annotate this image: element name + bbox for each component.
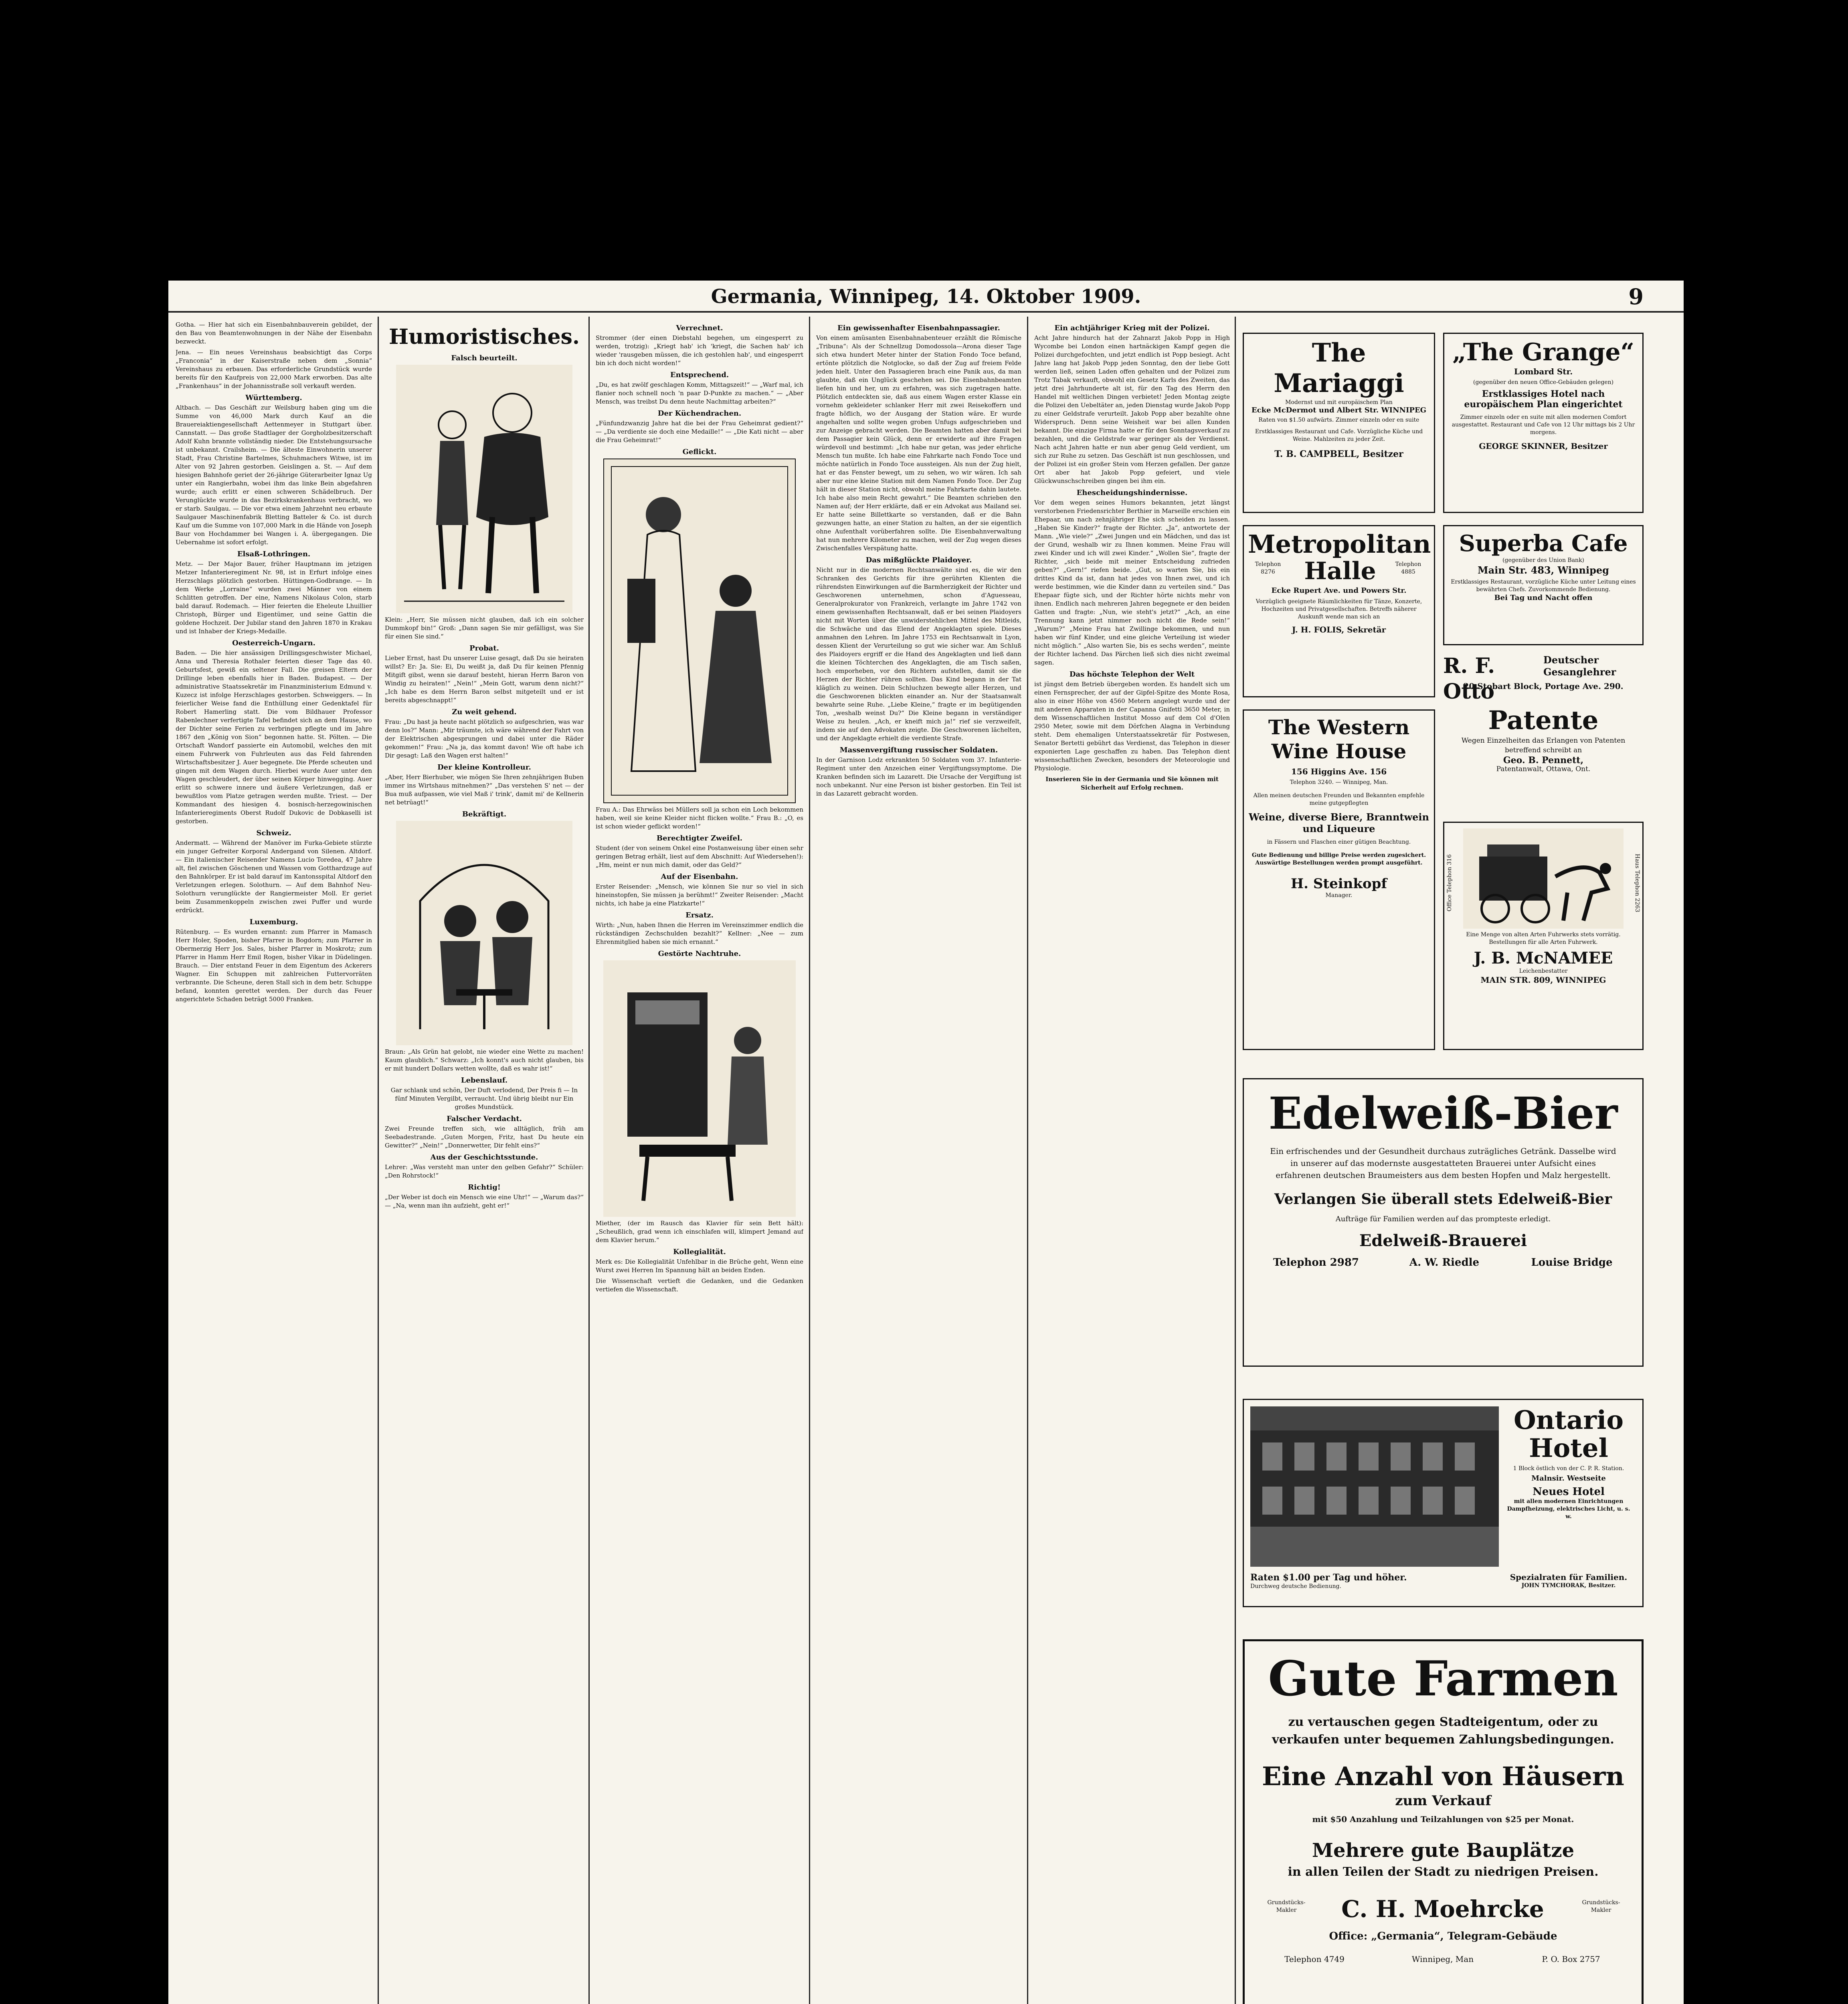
page-number: 9 xyxy=(1628,284,1644,309)
ad-manager-title: Manager. xyxy=(1325,892,1353,899)
item-heading: Ein achtjähriger Krieg mit der Polizei. xyxy=(1054,324,1210,332)
item-heading: Lebenslauf. xyxy=(461,1076,508,1085)
item-text: Merk es: Die Kollegialität Unfehlbar in die Brüche geht, Wenn eine Wurst zwei Herren Im Spannung hält an beiden Enden. xyxy=(596,1258,803,1274)
ad-address: MAIN STR. 809, WINNIPEG xyxy=(1480,975,1606,985)
ad-line: Erstklassiges Restaurant und Cafe. Vorzügliche Küche und Weine. Mahlzeiten zu jeder Zeit. xyxy=(1255,428,1423,442)
ad-ontario-text xyxy=(1504,1406,1633,1521)
ad-superba-cafe xyxy=(1443,525,1644,645)
item-text: ist jüngst dem Betrieb übergeben worden. Es handelt sich um einen Fernsprecher, der auf der Gipfel-Spitze des Monte Rosa, also in einer Höhe von 4560 Metern angelegt wurde und der mit anderen Apparaten in der Capanna Gnifetti 3650 Meter, in dem Wissenschaftlichen Institut Mosso auf dem Col d'Olen 2950 Meter, sowie mit dem Dörfchen Alagna in Verbindung steht. Dem ehemaligen Unterstaatssekretär für Postwesen, Senator Bertetti gebührt das Verdienst, das Telephon in dieser exponierten Lage geschaffen zu haben. Das Telephon dient wissenschaftlichen Zwecken, besonders der Meteorologie und Physiologie. xyxy=(1034,681,1230,772)
ad-ontario-rates xyxy=(1250,1572,1499,1590)
item-text: Erster Reisender: „Mensch, wie können Sie nur so viel in sich hineinstopfen, Sie müssen ja berühmt!“ Zweiter Reisender: „Macht nichts, ich habe ja eine Platzkarte!“ xyxy=(596,883,803,907)
item-heading: Verrechnet. xyxy=(676,324,723,332)
item-text: Lehrer: „Was versteht man unter den gelben Gefahr?“ Schüler: „Den Rohrstock!“ xyxy=(385,1164,584,1179)
ad-edelweiss-bier xyxy=(1243,1078,1644,1367)
ad-phone: Telephon 4749 xyxy=(1284,1954,1345,1964)
ad-box: P. O. Box 2757 xyxy=(1542,1954,1600,1964)
ad-address: 156 Higgins Ave. 156 xyxy=(1291,767,1387,776)
ad-metropolitan-halle xyxy=(1243,525,1435,697)
ad-line: in allen Teilen der Stadt zu niedrigen Preisen. xyxy=(1288,1865,1599,1879)
item-heading: Richtig! xyxy=(468,1183,501,1192)
item-text: Klein: „Herr, Sie müssen nicht glauben, daß ich ein solcher Dummkopf bin!“ Groß: „Dann sagen Sie mir gefälligst, was Sie für einen Sie sind.“ xyxy=(385,616,584,640)
ad-title: Superba Cafe xyxy=(1459,530,1628,557)
masthead xyxy=(168,281,1684,313)
ad-owner: A. W. Riedle xyxy=(1409,1257,1480,1269)
ad-title: Ontario xyxy=(1513,1405,1624,1435)
item-text: Gar schlank und schön, Der Duft verlodend, Der Preis fi — In fünf Minuten Vergilbt, verraucht. Und übrig bleibt nur Ein großes Mundstück. xyxy=(390,1087,578,1111)
item-heading: Ein gewissenhafter Eisenbahnpassagier. xyxy=(837,324,1000,332)
ad-phone: Telephon 2987 xyxy=(1273,1257,1359,1269)
ad-hours: Bei Tag und Nacht offen xyxy=(1494,594,1593,602)
ad-office: Office: „Germania“, Telegram-Gebäude xyxy=(1329,1930,1557,1942)
ad-line: Wegen Einzelheiten das Erlangen von Patenten betreffend schreibt an xyxy=(1461,737,1626,754)
masthead-rule xyxy=(168,311,1684,313)
ad-grange xyxy=(1443,333,1644,513)
column-humor xyxy=(385,321,584,2004)
ad-line: Aufträge für Familien werden auf das prompteste erledigt. xyxy=(1335,1215,1551,1223)
ad-line: Patentanwalt, Ottawa, Ont. xyxy=(1496,765,1591,773)
item-heading: Das mißglückte Plaidoyer. xyxy=(865,556,972,564)
ad-line: Erstklassiges Restaurant, vorzügliche Küche unter Leitung eines bewährten Chefs. Zuvorkommende Bedienung. xyxy=(1451,579,1636,593)
item-heading: Das höchste Telephon der Welt xyxy=(1069,670,1195,679)
item-text: Inserieren Sie in der Germania und Sie können mit Sicherheit auf Erfolg rechnen. xyxy=(1045,776,1219,791)
ad-mariaggi xyxy=(1243,333,1435,513)
section-text: Andermatt. — Während der Manöver im Furka-Gebiete stürzte ein junger Gefreiter Korporal Andergand von Silenen. Altdorf. — Ein italienischer Reisender Namens Lucio Toredea, 47 Jahre alt, fiel zwischen Göschenen und Wassen vom Gotthardzuge auf den Bahnkörper. Er ist bald darauf im Kantonsspital Altdorf den Verletzungen erlegen. Solothurn. — Auf dem Bahnhof Neu-Solothurn verunglückte der Rangiermeister Moll. Er geriet beim Zusammenkoppeln zwischen zwei Puffer und wurde erdrückt. xyxy=(176,839,372,914)
ad-line: Ein erfrischendes und der Gesundheit durchaus zuträgliches Getränk. Dasselbe wird in unserer auf das modernste ausgestatteten Brauerei unter Aufsicht eines erfahrenen deutschen Braumeisters aus dem besten Hopfen und Malz hergestellt. xyxy=(1270,1146,1616,1180)
ad-street: Lombard Str. xyxy=(1514,367,1573,376)
ad-name: C. H. Moehrcke xyxy=(1341,1895,1544,1923)
item-text: Frau A.: Das Ehrwäss bei Müllers soll ja schon ein Loch bekommen haben, weil sie keine Kleider nicht flicken wollte.“ Frau B.: „O, es ist schon wieder geflickt worden!“ xyxy=(596,806,803,830)
ad-address: Main Str. 483, Winnipeg xyxy=(1478,564,1609,576)
ad-role: Leichenbestatter xyxy=(1519,968,1568,974)
ad-title: Hotel xyxy=(1529,1433,1608,1463)
masthead-title: Germania, Winnipeg, 14. Oktober 1909. xyxy=(711,285,1141,308)
column-jokes xyxy=(596,321,803,2004)
ad-line: Dampfheizung, elektrisches Licht, u. s. w. xyxy=(1507,1506,1630,1520)
ad-address: Malnsir. Westseite xyxy=(1531,1474,1606,1483)
ad-line: Allen meinen deutschen Freunden und Bekannten empfehle meine gutgepflegten xyxy=(1253,792,1425,806)
item-heading: Bekräftigt. xyxy=(462,810,507,818)
ad-location: Louise Bridge xyxy=(1531,1257,1613,1269)
ad-title: Edelweiß-Bier xyxy=(1268,1087,1618,1139)
ad-phone: Telephon 8276 xyxy=(1255,561,1281,575)
ad-ontario-hotel xyxy=(1243,1399,1644,1607)
item-heading: Falsch beurteilt. xyxy=(451,354,518,362)
ad-line: Zimmer einzeln oder en suite mit allen modernen Comfort ausgestattet. Restaurant und Cafe von 12 Uhr mittags bis 2 Uhr morgens. xyxy=(1452,414,1635,436)
ad-address: Ecke Rupert Ave. und Powers Str. xyxy=(1271,586,1407,595)
item-text: „Fünfundzwanzig Jahre hat die bei der Frau Geheimrat gedient?“ — „Da verdiente sie doch eine Medaille!“ — „Die Kati nicht — aber die Frau Geheimrat!“ xyxy=(596,420,803,444)
ad-line: mit allen modernen Einrichtungen xyxy=(1514,1498,1624,1505)
ad-patente xyxy=(1443,705,1644,814)
ad-tag: Grundstücks-Makler xyxy=(1582,1899,1620,1913)
newspaper-page xyxy=(168,281,1684,2004)
column-divider xyxy=(1235,317,1236,2004)
ad-side-text: Office Telephon 316 xyxy=(1446,854,1453,912)
ad-city: Winnipeg, Man xyxy=(1411,1954,1474,1964)
ad-title: Mehrere gute Bauplätze xyxy=(1312,1839,1575,1862)
ad-name: R. F. Otto xyxy=(1443,654,1495,704)
item-heading: Ehescheidungshindernisse. xyxy=(1076,489,1188,497)
item-text: In der Garnison Lodz erkrankten 50 Soldaten vom 37. Infanterie-Regiment unter den Anzeichen einer Vergiftungssymptome. Die Kranken befinden sich im Lazarett. Die Ursache der Vergiftung ist noch unbekannt. Nur eine Person ist bisher gestorben. Ein Teil ist in das Lazarett gebracht worden. xyxy=(816,756,1021,797)
ad-owner: T. B. CAMPBELL, Besitzer xyxy=(1274,449,1403,459)
item-heading: Probat. xyxy=(469,644,499,653)
ad-line: Vorzüglich geeignete Räumlichkeiten für Tänze, Konzerte, Hochzeiten und Privatgesellschaften. Betreffs näherer Auskunft wende man sich an xyxy=(1256,598,1422,620)
ad-service: Durchweg deutsche Bedienung. xyxy=(1250,1583,1341,1590)
ad-title: Wine House xyxy=(1271,739,1407,763)
ad-western-wine-house xyxy=(1243,709,1435,1050)
item-heading: Aus der Geschichtsstunde. xyxy=(430,1153,538,1162)
item-text: Miether, (der im Rausch das Klavier für sein Bett hält): „Scheußlich, grad wenn ich einschlafen will, klimpert Jemand auf dem Klavier herum.“ xyxy=(596,1220,803,1244)
item-heading: Kollegialität. xyxy=(673,1248,726,1256)
ad-line: Raten von $1.50 aufwärts. Zimmer einzeln oder en suite xyxy=(1258,417,1419,423)
column-stories-2 xyxy=(1034,321,1230,2004)
ad-line: Modernst und mit europäischem Plan xyxy=(1285,399,1393,406)
item-text: Wirth: „Nun, haben Ihnen die Herren im Vereinszimmer endlich die rückständigen Zechschulden bezahlt?“ Kellner: „Nee — zum Ehrenmitglied haben sie mich ernannt.“ xyxy=(596,921,803,945)
ad-title: Halle xyxy=(1304,557,1376,585)
ad-line: Eine Menge von alten Arten Fuhrwerks stets vorrätig. Bestellungen für alle Arten Fuhrwerk. xyxy=(1466,931,1621,945)
item-text: Strommer (der einen Diebstahl begehen, um eingesperrt zu werden, trotzig): „Kriegt hab' ich 'kriegt, die Sachen hab' ich wieder 'rausgeben müssen, die ich gestohlen hab', und eingesperrt bin ich doch nicht worden!“ xyxy=(596,334,803,367)
ad-address: 20 Stobart Block, Portage Ave. 290. xyxy=(1463,681,1624,691)
ad-line: mit $50 Anzahlung und Teilzahlungen von $25 per Monat. xyxy=(1312,1814,1574,1824)
section-text: Altbach. — Das Geschäft zur Weilsburg haben ging um die Summe von 46,000 Mark durch Kauf an die Brauereiaktiengesellschaft Aettenmeyer in Stuttgart über. Cannstatt. — Das große Stadtlager der Gorgholzbesitzerschaft Adolf Kuhn brannte vollständig nieder. Die Entstehungsursache ist unbekannt. Crailsheim. — Die älteste Einwohnerin unserer Stadt, Frau Christine Bartelmes, Schuhmachers Witwe, ist im Alter von 92 Jahren gestorben. Geislingen a. St. — Auf dem hiesigen Bahnhofe geriet der 26-jährige Güterarbeiter Ignaz Ug unter ein Rangierbahn, wobei ihm das linke Bein abgefahren wurde; auch erlitt er einen schweren Schädelbruch. Der Verunglückte wurde in das Bezirkskrankenhaus verbracht, wo er starb. Saulgau. — Die vor etwa einem Jahrzehnt neu erbaute Saulgauer Maschinenfabrik Bletting Batteler & Co. ist durch Kauf um die Summe von 107,000 Mark in die Hände von Joseph Baur von Hochdammer bei Wangen i. A. übergegangen. Die Uebernahme ist sofort erfolgt. xyxy=(176,404,372,546)
ad-brewery: Edelweiß-Brauerei xyxy=(1359,1231,1527,1250)
column-divider xyxy=(378,317,379,2004)
item-text: „Du, es hat zwölf geschlagen Komm, Mittagszeit!“ — „Warf mal, ich flanier noch schnell noch 'n paar D-Punkte zu machen.“ — „Aber Mensch, was treibst Du denn heute Nachmittag arbeiten?“ xyxy=(596,381,803,405)
section-heading: Oesterreich-Ungarn. xyxy=(232,639,315,647)
ad-phone: Telephon 4885 xyxy=(1395,561,1421,575)
item-text: Student (der von seinem Onkel eine Postanweisung über einen sehr geringen Betrag erhält, liest auf dem Abschnitt: Auf Wiedersehen!): „Hm, meint er nun mich damit, oder das Geld?“ xyxy=(596,844,803,869)
column-divider xyxy=(809,317,810,2004)
item-heading: Berechtigter Zweifel. xyxy=(656,834,743,842)
ad-name: J. B. McNAMEE xyxy=(1474,949,1613,968)
illustration-man-at-piano xyxy=(603,960,796,1217)
column-divider xyxy=(1027,317,1028,2004)
ad-title: The Western xyxy=(1268,715,1410,739)
ad-rates: Raten $1.00 per Tag und höher. xyxy=(1250,1572,1407,1583)
ad-gute-farmen xyxy=(1243,1639,1644,2004)
ad-line: Ecke McDermot und Albert Str. WINNIPEG xyxy=(1251,406,1427,414)
ad-title: Patente xyxy=(1488,705,1599,735)
ad-role: Gesanglehrer xyxy=(1543,666,1616,678)
ad-line: in Fässern und Flaschen einer gütigen Beachtung. xyxy=(1267,839,1411,845)
ad-title: The Mariaggi xyxy=(1274,338,1404,398)
ad-name: Geo. B. Pennett, xyxy=(1503,755,1584,766)
ad-title: Eine Anzahl von Häusern xyxy=(1262,1762,1624,1792)
ad-owner: GEORGE SKINNER, Besitzer xyxy=(1479,441,1608,451)
item-text: „Aber, Herr Bierhuber, wie mögen Sie Ihren zehnjährigen Buben immer ins Wirtshaus mitnehmen?“ „Das verstehen S' net — der Bua muß aufpassen, wie viel Maß i' trink', damit mi' de Kellnerin net betrüagt!“ xyxy=(385,774,584,806)
item-heading: Gestörte Nachtruhe. xyxy=(658,949,741,958)
ad-line: Erstklassiges Hotel nach europäischem Plan eingerichtet xyxy=(1464,389,1623,410)
ad-line: (gegenüber des Union Bank) xyxy=(1502,557,1585,564)
ad-ontario-owner xyxy=(1504,1572,1633,1590)
item-text: Zwei Freunde treffen sich, wie alltäglich, früh am Seebadestrande. „Guten Morgen, Fritz, hast Du heute ein Gewitter?“ „Nein!“ „Donnerwetter, Dir fehlt eins?“ xyxy=(385,1125,584,1149)
section-text: Baden. — Die hier ansässigen Drillingsgeschwister Michael, Anna und Theresia Rothaler feierten dieser Tage das 40. Geburtsfest, gewiß ein seltener Fall. Die greisen Eltern der Drillinge leben ebenfalls hier in Baden. Budapest. — Der administrative Staatssekretär im Finanzministerium Edmund v. Kuzecz ist infolge Herzschlages gestorben. Schweiggers. — In feierlicher Weise fand die Enthüllung einer Gedenktafel für Robert Hamerling statt. Die vom Bildhauer Professor Rabenlechner verfertigte Tafel befindet sich an dem Hause, wo der Dichter seine Ferien zu verbringen pflegte und im Jahre 1867 den „König von Sion“ begonnen hatte. St. Pölten. — Die Ortschaft Wandorf passierte ein Automobil, welches den mit einem Fuhrwerk von Fuhrleuten aus das Feld fahrenden Wirtschaftsbesitzer J. Auer begegnete. Die Pferde scheuten und gingen mit dem Wagen durch. Hierbei wurde Auer unter den Wagen geschleudert, der über seinen Körper hinwegging. Auer erlitt so schwere innere und äußere Verletzungen, daß er bewußtlos vom Platze getragen werden mußte. Triest. — Der Kommandant des hiesigen 4. bosnisch-herzegowinischen Infanterieregiments Oberst Rudolf Dukovic de Dobkaselli ist gestorben. xyxy=(176,649,372,825)
item-heading: Massenvergiftung russischer Soldaten. xyxy=(839,746,998,754)
illustration-two-men-drinking xyxy=(396,821,572,1045)
paragraph: Jena. — Ein neues Vereinshaus beabsichtigt das Corps „Franconia“ in der Kaiserstraße neben dem „Sonnia“ Vereinshaus zu erbauen. Das erforderliche Grundstück wurde bereits für den Kaufpreis von 22,000 Mark erworben. Das alte „Frankenhaus“ in der Johannisstraße soll verkauft werden. xyxy=(176,349,372,390)
ad-line: Neues Hotel xyxy=(1533,1486,1605,1498)
item-text: Acht Jahre hindurch hat der Zahnarzt Jakob Popp in High Wycombe bei London einen hartnäckigen Kampf gegen die Polizei durchgefochten, und jetzt endlich ist Popp besiegt. Acht Jahre lang hat Jakob Popp jeden Sonntag, den der liebe Gott werden ließ, seinen Laden offen gehalten und der Polizei zum Trotz Tabak verkauft, obwohl ein Gesetz Karls des Zweiten, das jetzt drei Jahrhunderte alt ist, für den Tag des Herrn den Handel mit weltlichen Dingen verbietet! Jeden Montag zeigte die Polizei den Uebeltäter an, jeden Dienstag wurde Jakob Popp zu einer Geldstrafe verurteilt. Jakob Popp aber bezahlte ohne Widerspruch. Denn seine Weisheit war bei allen Kunden bekannt. Die einzige Firma hatte er für den Sonntagsverkauf zu bezahlen, und die Geldstrafe war geringer als der Verdienst. Nach acht Jahren hatte er nun aber genug Geld verdient, um sich zur Ruhe zu setzen. Das Geschäft ist nun geschlossen, und der Polizei ist ein großer Stein vom Herzen gefallen. Der ganze Ort aber hat Jakob Popp gefeiert, und viele Glückwunschschreiben gingen bei ihm ein. xyxy=(1034,334,1230,485)
ad-slogan: Verlangen Sie überall stets Edelweiß-Bier xyxy=(1274,1191,1612,1208)
item-text: Vor dem wegen seines Humors bekannten, jetzt längst verstorbenen Friedensrichter Berthier in Marseille erschien ein Ehepaar, um nach zehnjähriger Ehe sich scheiden zu lassen. „Haben Sie Kinder?“ fragte der Richter. „Ja“, antwortete der Mann. „Wie viele?“ „Zwei Jungen und ein Mädchen, und das ist der Grund, weshalb wir zu Ihnen kommen. Meine Frau will zwei Kinder und ich will zwei Kinder.“ „Wollen Sie“, fragte der Richter, „sich beide mit meiner Entscheidung zufrieden geben?“ „Gern!“ riefen beide. „Gut, so warten Sie, bis ein drittes Kind da ist, dann hat jedes von Ihnen zwei, und ich werde bestimmen, wie die Kinder dann zu verteilen sind.“ Das Ehepaar fügte sich, und der Richter hörte nichts mehr von ihnen. Endlich nach mehreren Jahren begegnete er den beiden Gatten und fragte: „Nun, wie steht's jetzt?“ „Ach, an eine Trennung kann jetzt nimmer noch nicht die Rede sein!“ „Warum?“ „Meine Frau hat Zwillinge bekommen, und nun haben wir fünf Kinder, und eine gleiche Verteilung ist wieder nicht möglich.“ „Also warten Sie, bis es sechs werden“, meinte der Richter lachend. Das Pärchen ließ sich dies nicht zweimal sagen. xyxy=(1034,499,1230,666)
section-heading: Elsaß-Lothringen. xyxy=(237,550,311,558)
illustration-two-men xyxy=(396,365,572,613)
ad-owner: JOHN TYMCHORAK, Besitzer. xyxy=(1521,1582,1616,1589)
item-text: Nicht nur in die modernen Rechtsanwälte sind es, die wir den Schranken des Gerichts für ihre gerührten Klienten die rührendsten Einwirkungen auf die Barmherzigkeit der Richter und Geschworenen unternehmen, schon d'Aguesseau, Generalprokurator von Frankreich, verlangte im Jahre 1742 von einem gewissenhaften Rechtsanwalt, daß er bei seinen Plaidoyers nicht mit Worten über die unwiderstehlichen Mittel des Mitleids, die Schwäche und das Elend der Angeklagten spiele. Dieses anmahnen den Lehren. Im Jahre 1753 ein Rechtsanwalt in Lyon, dessen Klient der Verurteilung so gut wie sicher war. Am Schluß des Plaidoyers ergriff er die Hand des Angeklagten und ließ dann die kleinen Töchterchen des Angeklagten, die am Tisch saßen, hoch emporheben, vor den Richtern aufstellen, damit sie die Herzen der Richter rühren sollten. Das Kind begann in der Tat kläglich zu weinen. Dein Schluchzen bewegte aller Herzen, und die Geschworenen blickten einander an. Nur der Staatsanwalt bewahrte seine Ruhe. „Liebe Kleine,“ fragte er im begütigenden Ton, „weshalb weinst Du?“ Die Kleine begann in verständiger Weise zu heulen. „Ach, er kneift mich ja!“ rief sie verzweifelt, indem sie auf den Advokaten zeigte. Die Geschworenen lächelten, und der Angeklagte erhielt die verdiente Strafe. xyxy=(816,566,1021,742)
item-text: Die Wissenschaft vertieft die Gedanken, und die Gedanken vertiefen die Wissenschaft. xyxy=(596,1277,803,1293)
humor-title: Humoristisches. xyxy=(388,325,580,349)
ad-line: zum Verkauf xyxy=(1395,1793,1491,1809)
ad-line: Gute Bedienung und billige Preise werden zugesichert. Auswärtige Bestellungen werden prompt ausgeführt. xyxy=(1252,852,1426,866)
section-heading: Württemberg. xyxy=(245,394,302,402)
ad-line: Weine, diverse Biere, Branntwein und Liqueure xyxy=(1249,811,1429,834)
item-heading: Falscher Verdacht. xyxy=(447,1115,522,1123)
paragraph: Gotha. — Hier hat sich ein Eisenbahnbauverein gebildet, der den Bau von Beamtenwohnungen in der Nähe der Eisenbahn bezweckt. xyxy=(176,321,372,345)
ad-title: Gute Farmen xyxy=(1268,1650,1618,1707)
item-text: Braun: „Als Grün hat gelobt, nie wieder eine Wette zu machen! Kaum glaublich.“ Schwarz: „Ich konnt's auch nicht glauben, bis er mit hundert Dollars wetten wollte, daß es wahr ist!“ xyxy=(385,1048,584,1072)
item-heading: Zu weit gehend. xyxy=(452,708,517,716)
ad-title: Metropolitan xyxy=(1248,529,1431,559)
horse-carriage-icon xyxy=(1463,828,1624,929)
column-divider xyxy=(588,317,590,2004)
item-text: „Der Weber ist doch ein Mensch wie eine Uhr!“ — „Warum das?“ — „Na, wenn man ihn aufzieht, geht er!“ xyxy=(385,1194,584,1209)
item-text: Lieber Ernst, hast Du unserer Luise gesagt, daß Du sie heiraten willst? Er: Ja. Sie: Ei, Du weißt ja, daß Du für keinen Pfennig Mitgift gibst, wenn sie darauf besteht, hieran Herrn Baron von Windig zu heiraten!“ „Nein!“ „Mein Gott, warum denn nicht?“ „Ich habe es dem Herrn Baron selbst mitgeteilt und er ist bereits abgeschnappt!“ xyxy=(385,655,584,704)
column-stories xyxy=(816,321,1021,2004)
item-heading: Entsprechend. xyxy=(670,371,729,379)
illustration-two-women xyxy=(603,459,796,803)
ad-mcnamee xyxy=(1443,822,1644,1050)
section-heading: Luxemburg. xyxy=(249,918,298,926)
ad-tag: Grundstücks-Makler xyxy=(1267,1899,1306,1913)
ad-phone: Telephon 3240. — Winnipeg, Man. xyxy=(1290,779,1388,786)
column-local-news xyxy=(176,321,372,2004)
ad-line: (gegenüber den neuen Office-Gebäuden gelegen) xyxy=(1473,379,1614,386)
item-heading: Ersatz. xyxy=(685,911,714,919)
item-text: Frau: „Du hast ja heute nacht plötzlich so aufgeschrien, was war denn los?“ Mann: „Mir träumte, ich wäre während der Fahrt von der Elektrischen abgesprungen und dabei unter die Räder gekommen!“ Frau: „Na ja, das kommt davon! Wie oft habe ich Dir gesagt: Laß den Wagen erst halten!“ xyxy=(385,718,584,759)
item-heading: Geflickt. xyxy=(682,448,717,456)
item-heading: Der Küchendrachen. xyxy=(657,409,742,418)
ad-manager: H. Steinkopf xyxy=(1291,876,1387,892)
ad-title: „The Grange“ xyxy=(1452,338,1635,366)
section-text: Rütenburg. — Es wurden ernannt: zum Pfarrer in Mamasch Herr Holer, Spoden, bisher Pfarrer in Bogdorn; zum Pfarrer in Obermerzig Herr Jos. Sales, bisher Pfarrer in Moskrotz; zum Pfarrer in Hamm Herr Emil Rogen, bisher Vikar in Düdelingen. Brauch. — Dier entstand Feuer in dem Eigentum des Ackerers Wagner. Ein Schuppen mit zahlreichen Futtervorräten verbrannte. Die Scheune, deren Stall sich in dem betr. Schuppe befand, konnten gerettet werden. Der durch das Feuer angerichtete Schaden beträgt 5000 Franken. xyxy=(176,928,372,1003)
item-heading: Auf der Eisenbahn. xyxy=(661,873,738,881)
item-text: Von einem amüsanten Eisenbahnabenteuer erzählt die Römische „Tribuna“: Als der Schnellzug Domodossola—Arona dieser Tage sich etwa hundert Meter hinter der Station Fondo Toce befand, ertönte plötzlich die Notglocke, so daß der Zug auf freiem Felde jeden hielt. Unter den Passagieren brach eine Panik aus, da man glaubte, daß ein Unglück geschehen sei. Die Eisenbahnbeamten liefen hin und her, um zu erfahren, was sich zugetragen hatte. Plötzlich entdeckten sie, daß aus einem Wagen erster Klasse ein vornehm gekleideter schlanker Herr mit zwei Reisekoffern und fragte höflich, wo der Ausgang der Station wäre. Er wurde angehalten und sollte wegen groben Unfugs aufgeschrieben und zur Anzeige gebracht werden. Die Beamten hatten aber damit bei dem Passagier kein Glück, denn er erwiderte auf ihre Fragen würdevoll und bestimmt: „Ich habe nur getan, was jeder ehrliche Mensch tun mußte. Ich habe eine Fahrkarte nach Fondo Toce und möchte natürlich in Fondo Toce aussteigen. Als nun der Zug hielt, hat er das Fenster bewegt, um zu sehen, wo wir wären. Ich sah aber nur eine kleine Station mit dem Namen Fondo Toce. Der Zug hält in dieser Station nicht, obwohl meine Fahrkarte dahin lautete. Ich habe also mein Recht gewahrt.“ Die Beamten schrieben den Namen auf; der Herr erklärte, daß er ein Advokat aus Mailand sei. Er hatte seine Billettkarte so verstanden, daß er die Bahn gezwungen hatte, an einer Station zu halten, an der sie eigentlich ohne Aufenthalt vorüberfahren sollte. Die Eisenbahnverwaltung hat nun mehrere Kilometer zu machen, weil der Zug wegen dieses Zwischenfalles Verspätung hatte. xyxy=(816,334,1021,552)
ad-line: zu vertauschen gegen Stadteigentum, oder zu verkaufen unter bequemen Zahlungsbedingungen. xyxy=(1272,1715,1614,1747)
hotel-building-icon xyxy=(1250,1406,1499,1567)
section-heading: Schweiz. xyxy=(256,829,291,837)
ad-secretary: J. H. FOLIS, Sekretär xyxy=(1292,625,1386,634)
section-text: Metz. — Der Major Bauer, früher Hauptmann im jetzigen Metzer Infanterieregiment Nr. 98, ist in Erfurt infolge eines Herzschlags plötzlich gestorben. Hüttingen-Godbrange. — In dem Werke „Lorraine“ wurden zwei Männer von einem Schlitten getroffen. Der eine, Namens Nikolaus Colon, starb bald darauf. Rodemach. — Hier feierten die Eheleute Lhuillier Christoph, Bürger und Eigentümer, und seine Gattin die goldene Hochzeit. Der Jubilar stand den Jahren 1870 in Krakau und ist Inhaber der Kriegs-Medaille. xyxy=(176,560,372,635)
ad-role: Deutscher xyxy=(1543,654,1599,666)
item-heading: Der kleine Kontrolleur. xyxy=(437,763,531,772)
ad-line: 1 Block östlich von der C. P. R. Station. xyxy=(1513,1465,1624,1472)
ad-special: Spezialraten für Familien. xyxy=(1510,1572,1628,1582)
ad-otto xyxy=(1443,653,1644,704)
ad-side-text: Haus Telephon 2263 xyxy=(1634,853,1640,912)
